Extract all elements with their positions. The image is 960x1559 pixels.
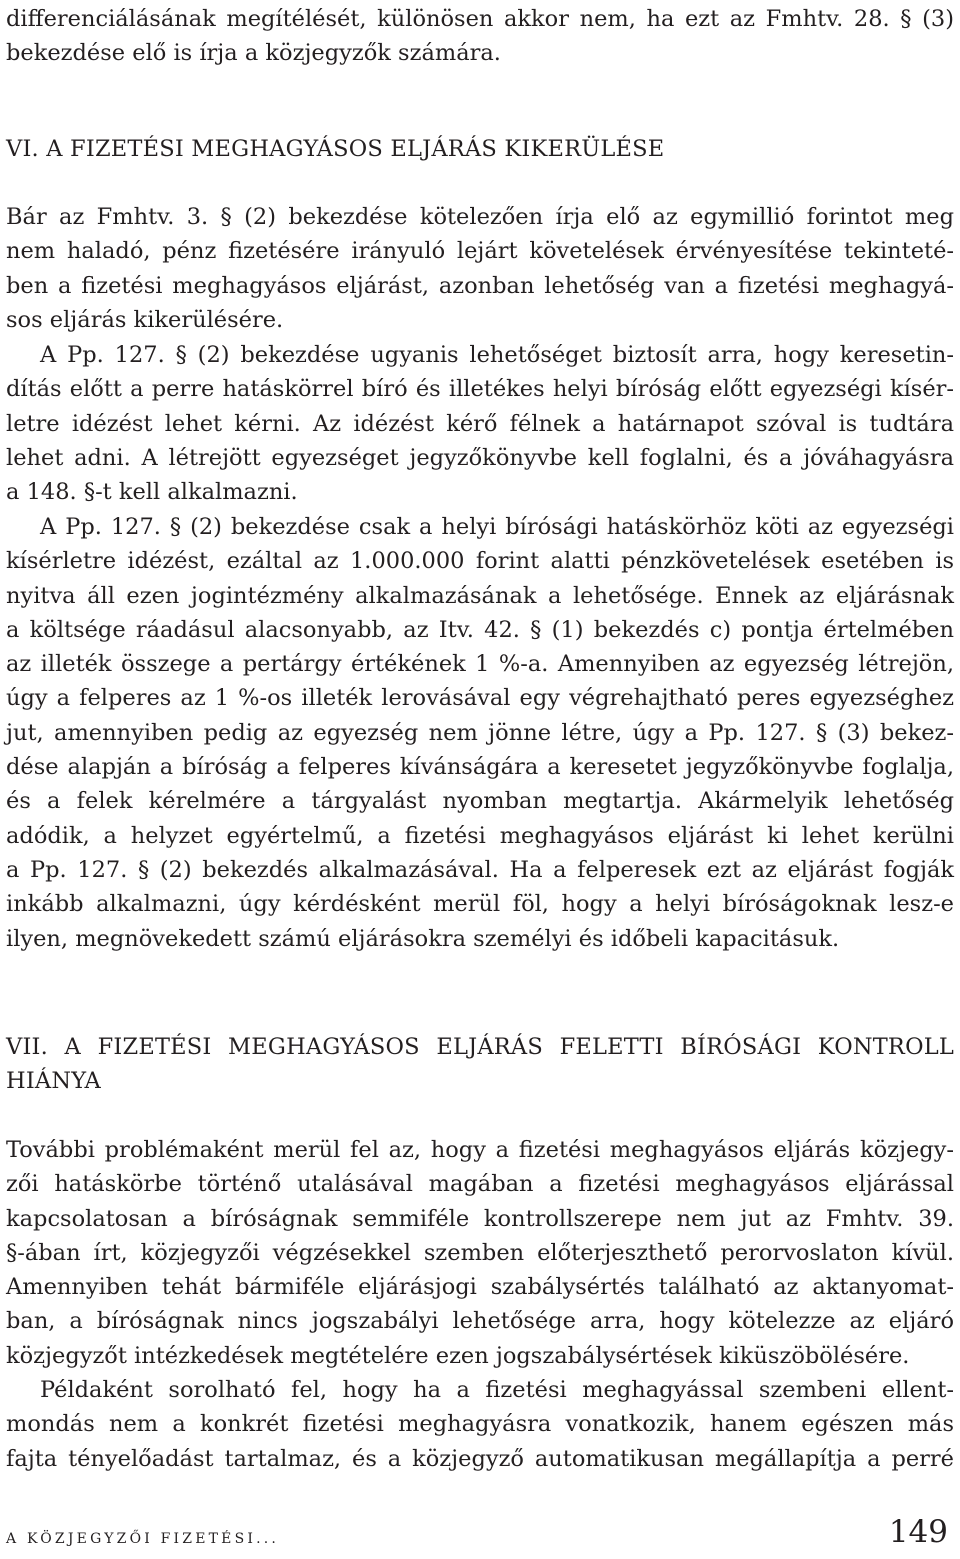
text-line: Amennyiben tehát bármiféle eljárásjogi szabálysértés található az aktanyomat-	[6, 1274, 954, 1301]
text-line: ban, a bíróságnak nincs jogszabályi lehetősége arra, hogy kötelezze az eljáró	[6, 1308, 954, 1335]
text-line: nyitva áll ezen jogintézmény alkalmazásának a lehetősége. Ennek az eljárásnak	[6, 582, 954, 609]
page-number: 149	[888, 1514, 948, 1550]
top-paragraph	[6, 2, 954, 71]
section-6-heading: VI. A FIZETÉSI MEGHAGYÁSOS ELJÁRÁS KIKERÜLÉSE	[6, 136, 665, 162]
text-line: inkább alkalmazni, úgy kérdésként merül föl, hogy a helyi bíróságoknak lesz-e	[6, 891, 954, 918]
text-line: letre idézést lehet kérni. Az idézést kérő félnek a határnapot szóval is tudtára	[6, 410, 954, 437]
text-line: A Pp. 127. § (2) bekezdése csak a helyi bírósági hatáskörhöz köti az egyezségi	[40, 514, 954, 540]
text-line: adódik, a helyzet egyértelmű, a fizetési meghagyásos eljárást ki lehet kerülni	[6, 822, 954, 849]
text-line: ben a fizetési meghagyásos eljárást, azonban lehetőség van a fizetési meghagyá-	[6, 272, 954, 299]
text-line: kapcsolatosan a bíróságnak semmiféle kontrollszerepe nem jut az Fmhtv. 39.	[6, 1205, 954, 1232]
text-line: dítás előtt a perre hatáskörrel bíró és illetékes helyi bíróság előtt egyezségi kísér-	[6, 376, 954, 403]
text-line: lehet adni. A létrejött egyezséget jegyzőkönyvbe kell foglalni, és a jóváhagyásra	[6, 444, 954, 471]
text-line: A Pp. 127. § (2) bekezdése ugyanis lehetőséget biztosít arra, hogy keresetin-	[40, 342, 954, 368]
text-line: és a felek kérelmére a tárgyalást nyomban megtartja. Akármelyik lehetőség	[6, 788, 954, 815]
text-line: bekezdése elő is írja a közjegyzők számára.	[6, 40, 501, 67]
text-line: ilyen, megnövekedett számú eljárásokra személyi és időbeli kapacitásuk.	[6, 925, 840, 952]
text-line: zői hatáskörbe történő utalásával magában a fizetési meghagyásos eljárással	[6, 1171, 954, 1198]
text-line: a költsége ráadásul alacsonyabb, az Itv. 42. § (1) bekezdés c) pontja értelmében	[6, 616, 954, 643]
section-6-paragraph-3	[6, 510, 954, 956]
running-title: A KÖZJEGYZŐI FIZETÉSI...	[6, 1531, 280, 1547]
text-line: a Pp. 127. § (2) bekezdés alkalmazásával. Ha a felperesek ezt az eljárást fogják	[6, 856, 954, 883]
section-7-heading: VII. A FIZETÉSI MEGHAGYÁSOS ELJÁRÁS FELETTI BÍRÓSÁGI KONTROLL HIÁNYA	[6, 1034, 954, 1095]
section-6-paragraph-1	[6, 200, 954, 337]
text-line: differenciálásának megítélését, különösen akkor nem, ha ezt az Fmhtv. 28. § (3)	[6, 6, 954, 32]
text-line: jut, amennyiben pedig az egyezség nem jönne létre, úgy a Pp. 127. § (3) bekez-	[6, 719, 954, 746]
text-line: Példaként sorolható fel, hogy ha a fizetési meghagyással szembeni ellent-	[40, 1377, 954, 1403]
section-6-paragraph-2	[6, 338, 954, 509]
text-line: úgy a felperes az 1 %-os illeték lerovásával egy végrehajtható peres egyezséghez	[6, 685, 954, 712]
text-line: §-ában írt, közjegyzői végzésekkel szemben előterjeszthető perorvoslaton kívül.	[6, 1239, 954, 1266]
section-7-paragraph-2	[6, 1373, 954, 1476]
text-line: mondás nem a konkrét fizetési meghagyásra vonatkozik, hanem egészen más	[6, 1411, 954, 1438]
text-line: kísérletre idézést, ezáltal az 1.000.000 forint alatti pénzkövetelések esetében is	[6, 548, 954, 575]
text-line: az illeték összege a pertárgy értékének 1 %-a. Amennyiben az egyezség létrejön,	[6, 651, 954, 678]
text-line: További problémaként merül fel az, hogy a fizetési meghagyásos eljárás közjegy-	[6, 1137, 954, 1163]
text-line: nem haladó, pénz fizetésére irányuló lejárt követelések érvényesítése tekinteté-	[6, 238, 954, 265]
text-line: közjegyzőt intézkedések megtételére ezen jogszabálysértések kiküszöbölésére.	[6, 1342, 910, 1369]
text-line: a 148. §-t kell alkalmazni.	[6, 479, 298, 506]
text-line: sos eljárás kikerülésére.	[6, 306, 284, 333]
text-line: Bár az Fmhtv. 3. § (2) bekezdése kötelezően írja elő az egymillió forintot meg	[6, 204, 954, 230]
text-line: fajta tényelőadást tartalmaz, és a közjegyző automatikusan megállapítja a perré	[6, 1445, 954, 1472]
text-line: dése alapján a bíróság a felperes kívánságára a keresetet jegyzőkönyvbe foglalja,	[6, 754, 954, 781]
section-7-paragraph-1	[6, 1133, 954, 1373]
